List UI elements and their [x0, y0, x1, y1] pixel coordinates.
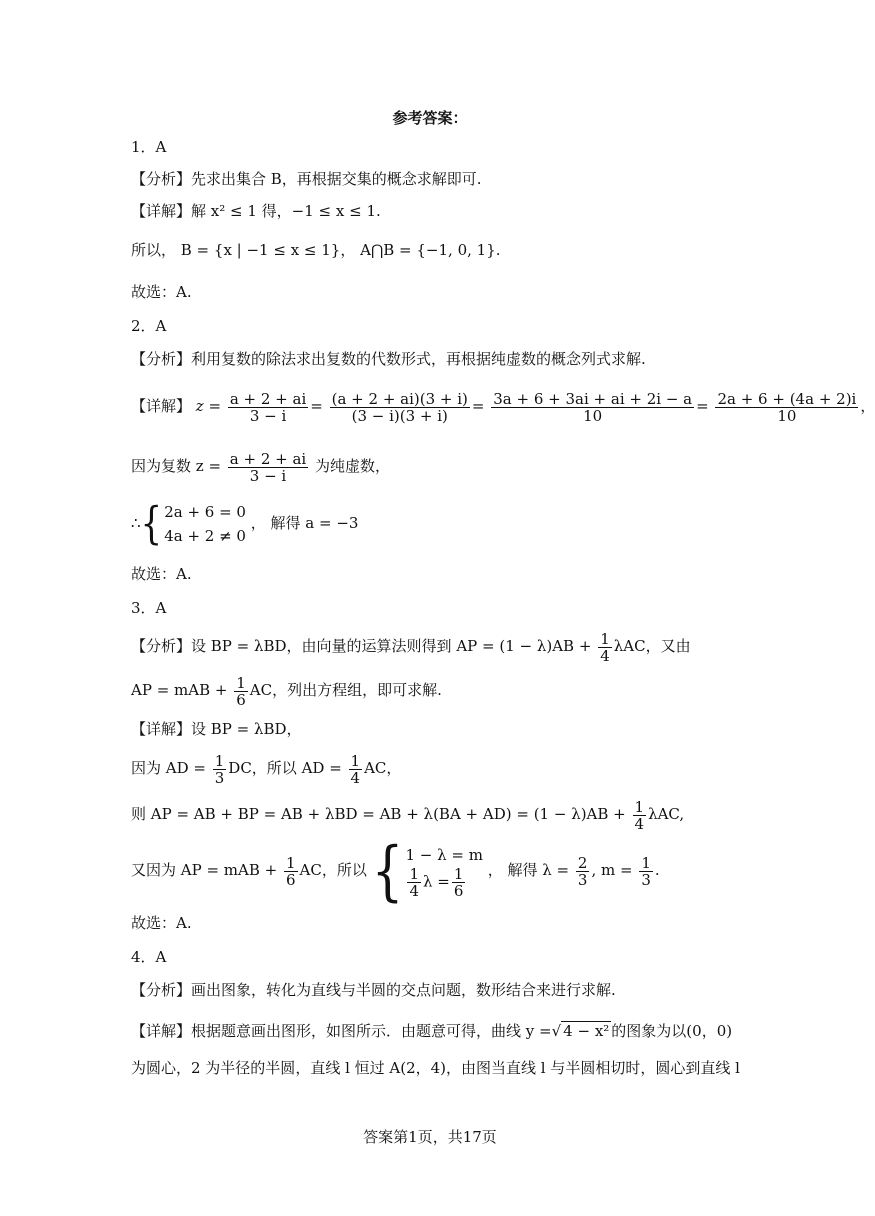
numerator: 1: [453, 864, 464, 883]
solution: ， 解得 a = −3: [250, 514, 359, 532]
q3-detail-2: [131, 748, 401, 788]
fraction: [234, 675, 248, 708]
fraction: [228, 451, 308, 484]
equation-mid: λ =: [423, 872, 450, 890]
fraction: [284, 855, 298, 888]
equation-1: 2a + 6 = 0: [164, 503, 246, 521]
detail-text: 的图象为以(0，0): [611, 1022, 733, 1040]
solution-text: ， 解得 λ =: [487, 861, 570, 879]
numerator: 1: [214, 751, 225, 770]
analysis-tag: 【分析】: [131, 981, 192, 999]
solution-text: , m =: [591, 861, 633, 879]
because-text: 因为复数 z =: [131, 457, 222, 475]
analysis-text: 画出图象，转化为直线与半圆的交点问题，数形结合来进行求解.: [191, 981, 616, 999]
fraction: [228, 391, 308, 424]
q4-analysis: [131, 980, 616, 1000]
therefore-symbol: ∴: [131, 514, 141, 532]
fraction: [633, 799, 647, 832]
page-title: 参考答案：: [392, 109, 468, 127]
q3-number: 3．A: [131, 599, 167, 617]
denominator: 6: [236, 690, 246, 709]
numerator: 2a + 6 + (4a + 2)i: [717, 389, 857, 408]
denominator: 3 − i: [249, 406, 287, 425]
q4-number: 4．A: [131, 948, 167, 966]
q2-detail-equation: 【详解】 z = $\frac{a + 2 + ai}{3 - i}$ = $\frac{(a + 2 + ai)(3 + i)}{(3 - i)(3 + i)}$ = $\frac{3a + 6 + 3ai + ai + 2i - a}{10}$ = $\frac{2a + 6 + (4a + 2)i}{10}$ ，: [131, 389, 875, 425]
detail-tag: 【详解】: [131, 720, 192, 738]
q3-detail-4: [131, 833, 660, 909]
equation-1: 1 − λ = m: [405, 845, 483, 864]
q1-choose: 故选：A.: [131, 283, 192, 301]
analysis-text: AP = mAB +: [131, 681, 228, 699]
analysis-tag: 【分析】: [131, 170, 192, 188]
page-footer: 答案第1页，共17页: [363, 1128, 497, 1146]
z-equals: z =: [195, 397, 222, 415]
equation-system: [405, 844, 482, 899]
denominator: 3: [577, 870, 588, 889]
fraction: [407, 866, 421, 899]
equation-2: [405, 866, 482, 899]
q3-detail-3: [131, 794, 684, 834]
denominator: 4: [600, 646, 610, 665]
q3-choose: 故选：A.: [131, 914, 192, 932]
denominator: 3 − i: [249, 466, 287, 485]
detail-text: AC，所以: [299, 861, 367, 879]
equation-2: 4a + 2 ≠ 0: [164, 527, 246, 545]
fraction: [639, 855, 653, 888]
q1-detail-2: 所以， B = {x | −1 ≤ x ≤ 1}， A⋂B = {−1, 0, 1}.: [131, 241, 501, 259]
denominator: 3: [641, 870, 651, 889]
numerator: 1: [236, 673, 246, 692]
detail-text: 因为 AD =: [131, 759, 206, 777]
q1-detail-1: [131, 201, 381, 221]
detail-text: λAC,: [648, 805, 685, 823]
denominator: 3: [214, 768, 225, 787]
detail-tag: 【详解】: [131, 1022, 192, 1040]
numerator: 1: [634, 797, 645, 816]
q2-analysis: [131, 349, 646, 369]
analysis-text: 设 BP = λBD，由向量的运算法则得到 AP = (1 − λ)AB +: [191, 637, 592, 655]
analysis-text-end: AC，列出方程组，即可求解.: [249, 681, 442, 699]
q2-choose: 故选：A.: [131, 565, 192, 583]
fraction: [349, 753, 363, 786]
denominator: (3 − i)(3 + i): [351, 406, 448, 425]
q1-analysis: [131, 169, 482, 189]
fraction: [576, 855, 590, 888]
numerator: 1: [641, 853, 651, 872]
sqrt-expression: 4 − x²: [563, 1022, 610, 1040]
fraction: [213, 753, 227, 786]
brace-icon: {: [140, 498, 163, 550]
solution-text: .: [654, 861, 660, 879]
numerator: a + 2 + ai: [229, 449, 307, 468]
q4-detail-1: 【详解】根据题意画出图形，如图所示．由题意可得，曲线 y =√ 4 − x² 的图象为以(0，0): [131, 1022, 733, 1040]
q3-detail-1: [131, 719, 302, 739]
denominator: 6: [453, 881, 464, 900]
q2-system: [131, 500, 358, 548]
fraction: [452, 866, 466, 899]
numerator: 3a + 6 + 3ai + ai + 2i − a: [493, 389, 693, 408]
analysis-text: 利用复数的除法求出复数的代数形式，再根据纯虚数的概念列式求解.: [191, 350, 646, 368]
analysis-text: 先求出集合 B，再根据交集的概念求解即可.: [191, 170, 482, 188]
fraction: [715, 391, 858, 424]
analysis-tag: 【分析】: [131, 350, 192, 368]
q2-number: 2．A: [131, 317, 167, 335]
numerator: (a + 2 + ai)(3 + i): [331, 389, 468, 408]
analysis-text-end: λAC，又由: [613, 637, 691, 655]
numerator: 1: [350, 751, 361, 770]
q3-analysis-1: [131, 628, 691, 664]
detail-text: DC，所以 AD =: [228, 759, 342, 777]
fraction: [491, 391, 694, 424]
numerator: 1: [286, 853, 296, 872]
denominator: 6: [286, 870, 296, 889]
fraction: [330, 391, 470, 424]
denominator: 4: [350, 768, 361, 787]
numerator: 1: [600, 629, 610, 648]
detail-tag: 【详解】: [131, 202, 192, 220]
detail-text: 则 AP = AB + BP = AB + λBD = AB + λ(BA + AD) = (1 − λ)AB +: [131, 805, 626, 823]
fraction: [598, 631, 612, 664]
detail-text: 根据题意画出图形，如图所示．由题意可得，曲线 y =: [191, 1022, 552, 1040]
brace-icon: {: [371, 833, 404, 909]
equation-system: [164, 500, 246, 548]
because-suffix: 为纯虚数，: [315, 457, 391, 475]
q2-because: [131, 446, 390, 486]
denominator: 4: [409, 881, 419, 900]
denominator: 4: [634, 814, 645, 833]
numerator: 2: [577, 853, 588, 872]
detail-text: 解 x² ≤ 1 得，−1 ≤ x ≤ 1.: [191, 202, 381, 220]
detail-tag: 【详解】: [131, 397, 192, 415]
analysis-tag: 【分析】: [131, 637, 192, 655]
q3-analysis-2: [131, 672, 442, 708]
q1-number: 1．A: [131, 138, 167, 156]
detail-text: 又因为 AP = mAB +: [131, 861, 278, 879]
denominator: 10: [583, 406, 603, 425]
detail-text: AC，: [364, 759, 402, 777]
numerator: 1: [409, 864, 419, 883]
numerator: a + 2 + ai: [229, 389, 307, 408]
detail-text: 设 BP = λBD，: [191, 720, 302, 738]
denominator: 10: [777, 406, 797, 425]
q4-detail-2: 为圆心，2 为半径的半圆，直线 l 恒过 A(2，4)，由图当直线 l 与半圆相切时，圆心到直线 l: [131, 1059, 740, 1077]
